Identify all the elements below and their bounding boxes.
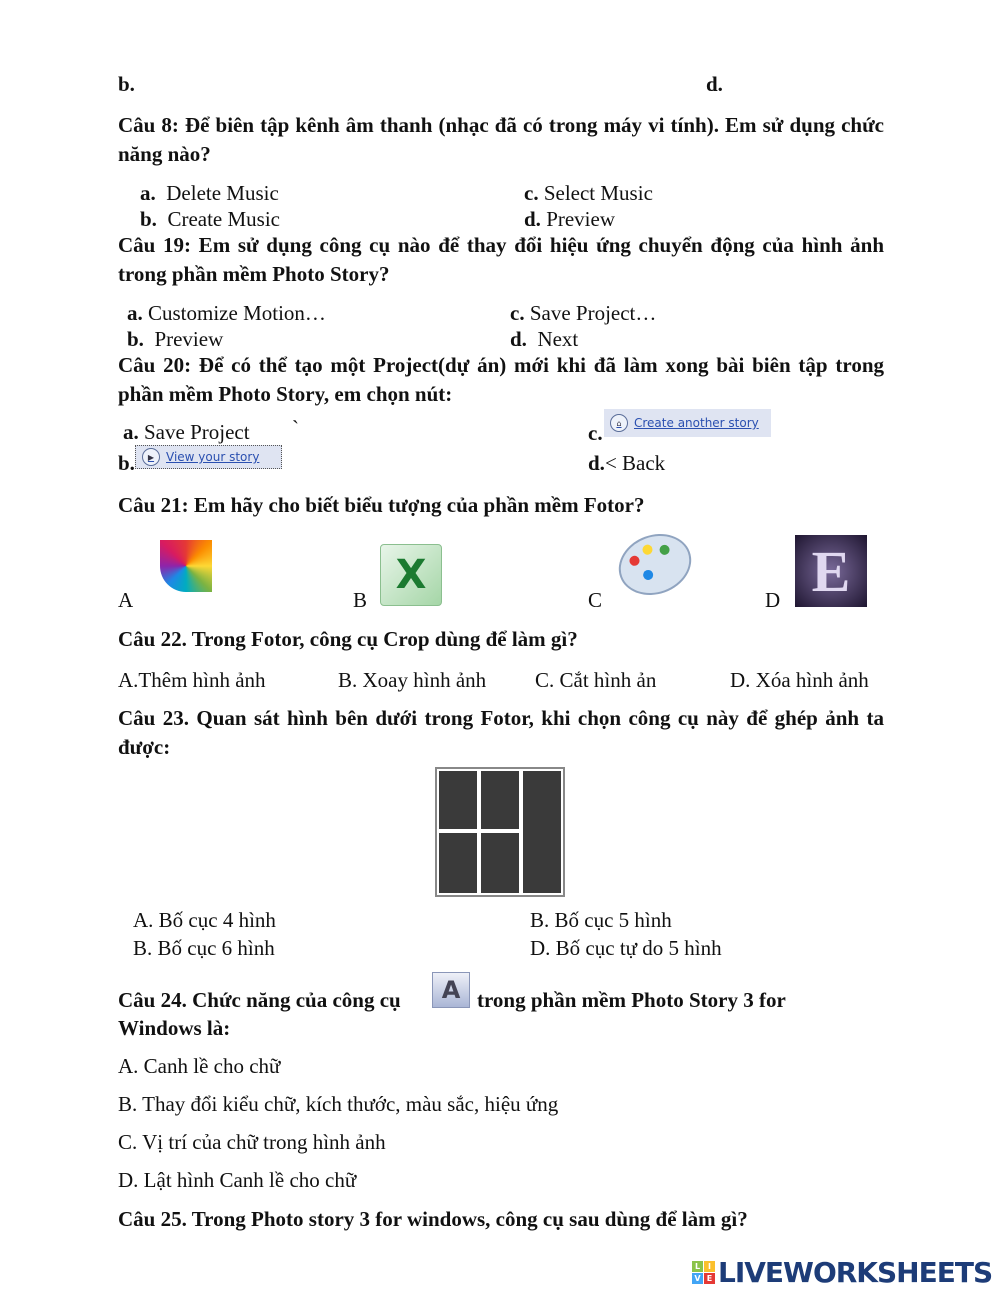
fotor-color-wheel-icon (160, 540, 212, 592)
e-logo-icon: E (795, 535, 867, 607)
q8-option-a[interactable] (140, 179, 279, 207)
q8-option-c[interactable] (524, 179, 653, 207)
question-23: Câu 23. Quan sát hình bên dưới trong Fotor, khi chọn công cụ này để ghép ảnh ta được: (118, 706, 884, 759)
question-24-start: Câu 24. Chức năng của công cụ (118, 988, 401, 1012)
q22-option-b[interactable]: B. Xoay hình ảnh (338, 668, 487, 692)
q23-option-b[interactable]: B. Bố cục 6 hình (133, 936, 275, 960)
text: Customize Motion… (148, 301, 326, 325)
q20-option-b-key: b. (118, 451, 135, 475)
key: d. (524, 207, 541, 231)
q22-option-c[interactable]: C. Cắt hình ản (535, 668, 657, 692)
question-19: Câu 19: Em sử dụng công cụ nào để thay đổi hiệu ứng chuyển động của hình ảnh trong phần mềm Photo Story? (118, 233, 884, 286)
text: Next (537, 327, 579, 351)
key: b. (127, 327, 144, 351)
text: Preview (154, 327, 224, 351)
brand-text: LIVEWORKSHEETS (718, 1256, 993, 1289)
question-20: Câu 20: Để có thể tạo một Project(dự án) mới khi đã làm xong bài biên tập trong phần mềm Photo Story, em chọn nút: (118, 353, 884, 406)
create-another-story-button[interactable] (604, 409, 771, 437)
q19-option-a[interactable] (127, 299, 326, 327)
question-8: Câu 8: Để biên tập kênh âm thanh (nhạc đã có trong máy vi tính). Em sử dụng chức năng nào? (118, 113, 884, 166)
option-d-label: d. (706, 72, 723, 96)
q21-option-b[interactable]: B (353, 588, 368, 612)
q24-option-a[interactable]: A. Canh lề cho chữ (118, 1054, 281, 1078)
key: b. (140, 207, 157, 231)
q20-option-a[interactable] (123, 418, 250, 446)
key: c. (524, 181, 539, 205)
paint-palette-icon (610, 524, 700, 605)
key: a. (123, 420, 139, 444)
q23-option-a[interactable]: A. Bố cục 4 hình (133, 908, 276, 932)
q24-option-b[interactable]: B. Thay đổi kiểu chữ, kích thước, màu sắc, hiệu ứng (118, 1092, 559, 1116)
text: Save Project (144, 420, 250, 444)
text: Create Music (167, 207, 280, 231)
q22-option-d[interactable]: D. Xóa hình ảnh (730, 668, 869, 692)
question-25: Câu 25. Trong Photo story 3 for windows, công cụ sau dùng để làm gì? (118, 1207, 748, 1231)
q8-option-d[interactable] (524, 205, 615, 233)
view-your-story-button[interactable] (135, 445, 282, 469)
key: d. (588, 451, 605, 475)
text: < Back (604, 451, 666, 475)
q24-option-d[interactable]: D. Lật hình Canh lề cho chữ (118, 1168, 357, 1192)
q22-option-a[interactable]: A.Thêm hình ảnh (118, 668, 266, 692)
live-blocks-icon: L I V E (692, 1261, 715, 1284)
stray-tick: ` (292, 416, 299, 440)
play-icon: ▶ (142, 448, 160, 466)
q24-option-c[interactable]: C. Vị trí của chữ trong hình ảnh (118, 1130, 386, 1154)
q19-option-d[interactable] (510, 325, 578, 353)
q8-option-b[interactable] (140, 205, 280, 233)
liveworksheets-logo (692, 1256, 992, 1289)
q21-option-a[interactable]: A (118, 588, 134, 612)
text: View your story (166, 450, 260, 464)
question-24-line2: Windows là: (118, 1016, 231, 1040)
home-icon: ⌂ (610, 414, 628, 432)
question-22: Câu 22. Trong Fotor, công cụ Crop dùng để làm gì? (118, 627, 578, 651)
q21-option-d[interactable]: D (765, 588, 781, 612)
question-21: Câu 21: Em hãy cho biết biểu tượng của phần mềm Fotor? (118, 493, 645, 517)
text: Preview (546, 207, 616, 231)
q20-option-c-key: c. (588, 421, 603, 445)
option-b-label: b. (118, 72, 135, 96)
text: Select Music (543, 181, 653, 205)
q19-option-b[interactable] (127, 325, 223, 353)
q23-option-d[interactable]: D. Bố cục tự do 5 hình (530, 936, 722, 960)
q19-option-c[interactable] (510, 299, 656, 327)
q21-option-c[interactable]: C (588, 588, 603, 612)
key: a. (140, 181, 156, 205)
q23-option-c[interactable]: B. Bố cục 5 hình (530, 908, 672, 932)
text: Delete Music (166, 181, 279, 205)
question-24-end: trong phần mềm Photo Story 3 for (477, 988, 786, 1012)
text: Create another story (634, 416, 759, 430)
key: a. (127, 301, 143, 325)
q20-option-d[interactable] (588, 449, 665, 477)
key: c. (510, 301, 525, 325)
excel-icon: X (380, 544, 442, 606)
text-tool-icon: A (432, 972, 470, 1008)
key: d. (510, 327, 527, 351)
five-photo-layout-icon (435, 767, 565, 897)
text: Save Project… (529, 301, 657, 325)
